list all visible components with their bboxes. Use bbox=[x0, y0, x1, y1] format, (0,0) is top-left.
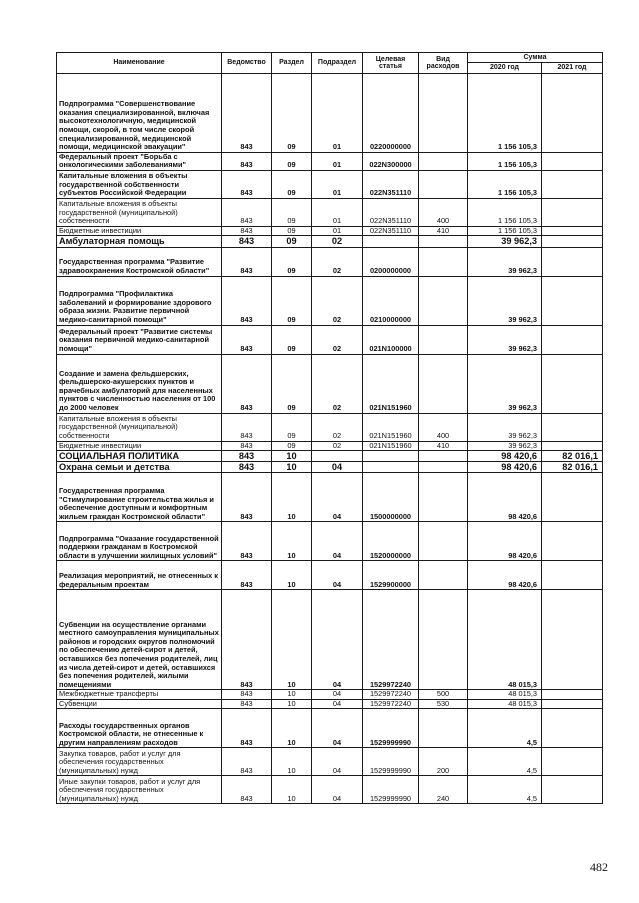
row-name: Бюджетные инвестиции bbox=[57, 441, 222, 451]
budget-table bbox=[56, 52, 603, 804]
row-target: 1529972240 bbox=[363, 690, 419, 700]
table-row bbox=[57, 276, 603, 325]
row-name: Межбюджетные трансферты bbox=[57, 690, 222, 700]
table-row bbox=[57, 561, 603, 590]
row-name: Охрана семьи и детства bbox=[57, 462, 222, 473]
row-amount-2020: 4,5 bbox=[468, 709, 542, 748]
row-target: 1500000000 bbox=[363, 473, 419, 522]
header-expense-type: Вид расходов bbox=[419, 53, 468, 74]
row-section: 10 bbox=[272, 690, 312, 700]
row-amount-2020: 39 962,3 bbox=[468, 441, 542, 451]
row-subsection: 01 bbox=[312, 170, 363, 198]
row-amount-2020: 98 420,6 bbox=[468, 561, 542, 590]
row-department: 843 bbox=[222, 690, 272, 700]
row-amount-2021 bbox=[542, 590, 603, 690]
row-department: 843 bbox=[222, 776, 272, 804]
row-section: 09 bbox=[272, 198, 312, 226]
table-row bbox=[57, 247, 603, 276]
row-department: 843 bbox=[222, 73, 272, 152]
row-department: 843 bbox=[222, 198, 272, 226]
row-amount-2020: 1 156 105,3 bbox=[468, 170, 542, 198]
row-expense-type bbox=[419, 236, 468, 247]
row-name: Капитальные вложения в объекты государственной (муниципальной) собственности bbox=[57, 413, 222, 441]
row-department: 843 bbox=[222, 441, 272, 451]
table-row bbox=[57, 354, 603, 413]
row-target: 021N151960 bbox=[363, 413, 419, 441]
table-row bbox=[57, 473, 603, 522]
row-expense-type: 530 bbox=[419, 699, 468, 709]
row-amount-2021 bbox=[542, 325, 603, 354]
row-name: Иные закупки товаров, работ и услуг для обеспечения государственных (муниципальных) нужд bbox=[57, 776, 222, 804]
row-amount-2021 bbox=[542, 561, 603, 590]
row-section: 09 bbox=[272, 236, 312, 247]
row-department: 843 bbox=[222, 170, 272, 198]
row-subsection: 01 bbox=[312, 198, 363, 226]
row-subsection: 04 bbox=[312, 776, 363, 804]
row-amount-2021 bbox=[542, 247, 603, 276]
row-target: 1529972240 bbox=[363, 590, 419, 690]
row-amount-2020: 48 015,3 bbox=[468, 699, 542, 709]
header-year-2020: 2020 год bbox=[468, 63, 542, 73]
row-expense-type bbox=[419, 170, 468, 198]
row-amount-2021 bbox=[542, 236, 603, 247]
row-name: Подпрограмма "Совершенствование оказания специализированной, включая высокотехнологичную, медицинской помощи, скорой, в том числе скорой специализированной, медицинской помощи, медицинской эвакуации" bbox=[57, 73, 222, 152]
row-section: 10 bbox=[272, 473, 312, 522]
row-target: 0200000000 bbox=[363, 247, 419, 276]
row-name: Расходы государственных органов Костромской области, не отнесенные к другим направлениям расходов bbox=[57, 709, 222, 748]
row-name: Федеральный проект "Развитие системы оказания первичной медико-санитарной помощи" bbox=[57, 325, 222, 354]
row-name: Реализация мероприятий, не отнесенных к федеральным проектам bbox=[57, 561, 222, 590]
row-section: 10 bbox=[272, 561, 312, 590]
table-row bbox=[57, 690, 603, 700]
row-amount-2020: 48 015,3 bbox=[468, 690, 542, 700]
row-subsection: 02 bbox=[312, 413, 363, 441]
row-amount-2020: 48 015,3 bbox=[468, 590, 542, 690]
row-target: 022N351110 bbox=[363, 198, 419, 226]
row-section: 09 bbox=[272, 226, 312, 236]
row-amount-2020: 1 156 105,3 bbox=[468, 226, 542, 236]
table-body bbox=[57, 73, 603, 804]
table-row bbox=[57, 152, 603, 170]
row-target: 1529900000 bbox=[363, 561, 419, 590]
row-expense-type bbox=[419, 325, 468, 354]
row-subsection: 04 bbox=[312, 699, 363, 709]
row-name: Бюджетные инвестиции bbox=[57, 226, 222, 236]
row-department: 843 bbox=[222, 473, 272, 522]
row-amount-2020: 4,5 bbox=[468, 748, 542, 776]
table-row bbox=[57, 699, 603, 709]
row-department: 843 bbox=[222, 522, 272, 561]
row-amount-2021 bbox=[542, 441, 603, 451]
row-amount-2021 bbox=[542, 522, 603, 561]
row-target: 1529972240 bbox=[363, 699, 419, 709]
table-row bbox=[57, 462, 603, 473]
row-subsection: 02 bbox=[312, 441, 363, 451]
row-expense-type: 240 bbox=[419, 776, 468, 804]
row-subsection: 04 bbox=[312, 690, 363, 700]
row-department: 843 bbox=[222, 276, 272, 325]
row-name: Государственная программа "Стимулирование строительства жилья и обеспечение доступным и комфортным жильем граждан Костромской области" bbox=[57, 473, 222, 522]
row-expense-type bbox=[419, 73, 468, 152]
row-expense-type bbox=[419, 473, 468, 522]
row-target: 021N100000 bbox=[363, 325, 419, 354]
row-amount-2021 bbox=[542, 776, 603, 804]
table-row bbox=[57, 451, 603, 462]
row-amount-2020: 39 962,3 bbox=[468, 247, 542, 276]
row-amount-2021 bbox=[542, 152, 603, 170]
row-amount-2020: 98 420,6 bbox=[468, 522, 542, 561]
row-expense-type bbox=[419, 462, 468, 473]
row-amount-2021 bbox=[542, 226, 603, 236]
row-expense-type bbox=[419, 247, 468, 276]
row-amount-2020: 39 962,3 bbox=[468, 354, 542, 413]
table-row bbox=[57, 170, 603, 198]
row-section: 10 bbox=[272, 776, 312, 804]
row-department: 843 bbox=[222, 152, 272, 170]
row-target: 1529999990 bbox=[363, 709, 419, 748]
row-subsection: 02 bbox=[312, 236, 363, 247]
row-subsection bbox=[312, 451, 363, 462]
row-section: 10 bbox=[272, 699, 312, 709]
row-section: 09 bbox=[272, 325, 312, 354]
row-department: 843 bbox=[222, 590, 272, 690]
header-year-2021: 2021 год bbox=[542, 63, 603, 73]
row-target: 1520000000 bbox=[363, 522, 419, 561]
row-target: 022N351110 bbox=[363, 170, 419, 198]
table-row bbox=[57, 709, 603, 748]
row-name: Государственная программа "Развитие здравоохранения Костромской области" bbox=[57, 247, 222, 276]
row-name: Подпрограмма "Профилактика заболеваний и формирование здорового образа жизни. Развитие первичной медико-санитарной помощи" bbox=[57, 276, 222, 325]
row-target: 1529999990 bbox=[363, 776, 419, 804]
row-amount-2020: 98 420,6 bbox=[468, 473, 542, 522]
row-subsection: 04 bbox=[312, 748, 363, 776]
row-amount-2021 bbox=[542, 413, 603, 441]
row-department: 843 bbox=[222, 325, 272, 354]
row-expense-type bbox=[419, 561, 468, 590]
row-expense-type bbox=[419, 451, 468, 462]
row-section: 09 bbox=[272, 247, 312, 276]
row-section: 10 bbox=[272, 709, 312, 748]
row-name: Закупка товаров, работ и услуг для обеспечения государственных (муниципальных) нужд bbox=[57, 748, 222, 776]
row-subsection: 04 bbox=[312, 590, 363, 690]
row-subsection: 02 bbox=[312, 247, 363, 276]
row-target: 021N151960 bbox=[363, 354, 419, 413]
table-row bbox=[57, 73, 603, 152]
row-department: 843 bbox=[222, 451, 272, 462]
row-amount-2021 bbox=[542, 748, 603, 776]
table-row bbox=[57, 776, 603, 804]
row-section: 10 bbox=[272, 462, 312, 473]
row-name: Субвенции на осуществление органами местного самоуправления муниципальных районов и городских округов полномочий по обеспечению детей-сирот и детей, оставшихся без попечения родителей, лиц из числа детей-сирот и детей, оставшихся без попечения родителей, жилыми помещениями bbox=[57, 590, 222, 690]
table-row bbox=[57, 226, 603, 236]
row-section: 09 bbox=[272, 441, 312, 451]
header-name: Наименование bbox=[57, 53, 222, 74]
row-amount-2020: 39 962,3 bbox=[468, 236, 542, 247]
row-expense-type: 410 bbox=[419, 226, 468, 236]
row-section: 10 bbox=[272, 748, 312, 776]
row-subsection: 01 bbox=[312, 152, 363, 170]
row-amount-2020: 1 156 105,3 bbox=[468, 152, 542, 170]
row-amount-2020: 4,5 bbox=[468, 776, 542, 804]
row-expense-type: 200 bbox=[419, 748, 468, 776]
header-department: Ведомство bbox=[222, 53, 272, 74]
header-target: Целевая статья bbox=[363, 53, 419, 74]
row-subsection: 01 bbox=[312, 73, 363, 152]
row-target: 021N151960 bbox=[363, 441, 419, 451]
table-row bbox=[57, 522, 603, 561]
row-expense-type bbox=[419, 590, 468, 690]
row-section: 10 bbox=[272, 590, 312, 690]
row-expense-type: 400 bbox=[419, 198, 468, 226]
row-name: Подпрограмма "Оказание государственной поддержки гражданам в Костромской области в улучшении жилищных условий" bbox=[57, 522, 222, 561]
header-subsection: Подраздел bbox=[312, 53, 363, 74]
row-department: 843 bbox=[222, 354, 272, 413]
row-amount-2021 bbox=[542, 276, 603, 325]
row-amount-2020: 39 962,3 bbox=[468, 413, 542, 441]
row-amount-2021 bbox=[542, 473, 603, 522]
table-row bbox=[57, 441, 603, 451]
row-expense-type bbox=[419, 522, 468, 561]
row-expense-type: 400 bbox=[419, 413, 468, 441]
row-subsection: 04 bbox=[312, 561, 363, 590]
row-expense-type bbox=[419, 709, 468, 748]
row-department: 843 bbox=[222, 748, 272, 776]
row-target bbox=[363, 451, 419, 462]
row-subsection: 02 bbox=[312, 325, 363, 354]
row-amount-2020: 98 420,6 bbox=[468, 451, 542, 462]
row-department: 843 bbox=[222, 462, 272, 473]
table-row bbox=[57, 236, 603, 247]
table-row bbox=[57, 748, 603, 776]
table-row bbox=[57, 198, 603, 226]
row-expense-type bbox=[419, 354, 468, 413]
row-amount-2020: 1 156 105,3 bbox=[468, 73, 542, 152]
row-name: Амбулаторная помощь bbox=[57, 236, 222, 247]
row-department: 843 bbox=[222, 247, 272, 276]
row-amount-2021 bbox=[542, 699, 603, 709]
row-amount-2020: 98 420,6 bbox=[468, 462, 542, 473]
row-subsection: 04 bbox=[312, 522, 363, 561]
row-expense-type: 410 bbox=[419, 441, 468, 451]
row-amount-2020: 39 962,3 bbox=[468, 325, 542, 354]
row-department: 843 bbox=[222, 226, 272, 236]
row-target: 0210000000 bbox=[363, 276, 419, 325]
row-target bbox=[363, 236, 419, 247]
header-sum: Сумма bbox=[468, 53, 603, 63]
row-name: СОЦИАЛЬНАЯ ПОЛИТИКА bbox=[57, 451, 222, 462]
row-section: 09 bbox=[272, 152, 312, 170]
row-name: Капитальные вложения в объекты государственной собственности субъектов Российской Федерации bbox=[57, 170, 222, 198]
row-section: 09 bbox=[272, 170, 312, 198]
row-department: 843 bbox=[222, 236, 272, 247]
row-target bbox=[363, 462, 419, 473]
row-target: 022N351110 bbox=[363, 226, 419, 236]
header-section: Раздел bbox=[272, 53, 312, 74]
row-name: Капитальные вложения в объекты государственной (муниципальной) собственности bbox=[57, 198, 222, 226]
row-amount-2021 bbox=[542, 170, 603, 198]
row-subsection: 01 bbox=[312, 226, 363, 236]
row-department: 843 bbox=[222, 413, 272, 441]
row-subsection: 04 bbox=[312, 462, 363, 473]
row-expense-type: 500 bbox=[419, 690, 468, 700]
row-amount-2020: 1 156 105,3 bbox=[468, 198, 542, 226]
row-name: Создание и замена фельдшерских, фельдшерско-акушерских пунктов и врачебных амбулаторий для населенных пунктов с численностью населения от 100 до 2000 человек bbox=[57, 354, 222, 413]
row-subsection: 02 bbox=[312, 354, 363, 413]
row-department: 843 bbox=[222, 561, 272, 590]
row-name: Федеральный проект "Борьба с онкологическими заболеваниями" bbox=[57, 152, 222, 170]
row-target: 022N300000 bbox=[363, 152, 419, 170]
row-subsection: 04 bbox=[312, 709, 363, 748]
row-subsection: 04 bbox=[312, 473, 363, 522]
row-amount-2020: 39 962,3 bbox=[468, 276, 542, 325]
row-name: Субвенции bbox=[57, 699, 222, 709]
row-amount-2021 bbox=[542, 198, 603, 226]
row-section: 10 bbox=[272, 522, 312, 561]
row-target: 1529999990 bbox=[363, 748, 419, 776]
row-amount-2021: 82 016,1 bbox=[542, 462, 603, 473]
row-department: 843 bbox=[222, 699, 272, 709]
row-target: 0220000000 bbox=[363, 73, 419, 152]
row-department: 843 bbox=[222, 709, 272, 748]
table-row bbox=[57, 413, 603, 441]
row-section: 09 bbox=[272, 276, 312, 325]
row-amount-2021: 82 016,1 bbox=[542, 451, 603, 462]
page-number: 482 bbox=[590, 860, 608, 874]
row-amount-2021 bbox=[542, 690, 603, 700]
row-amount-2021 bbox=[542, 73, 603, 152]
table-row bbox=[57, 325, 603, 354]
row-amount-2021 bbox=[542, 354, 603, 413]
row-section: 09 bbox=[272, 73, 312, 152]
row-section: 09 bbox=[272, 413, 312, 441]
row-subsection: 02 bbox=[312, 276, 363, 325]
row-section: 10 bbox=[272, 451, 312, 462]
table-row bbox=[57, 590, 603, 690]
row-section: 09 bbox=[272, 354, 312, 413]
row-expense-type bbox=[419, 276, 468, 325]
row-amount-2021 bbox=[542, 709, 603, 748]
row-expense-type bbox=[419, 152, 468, 170]
